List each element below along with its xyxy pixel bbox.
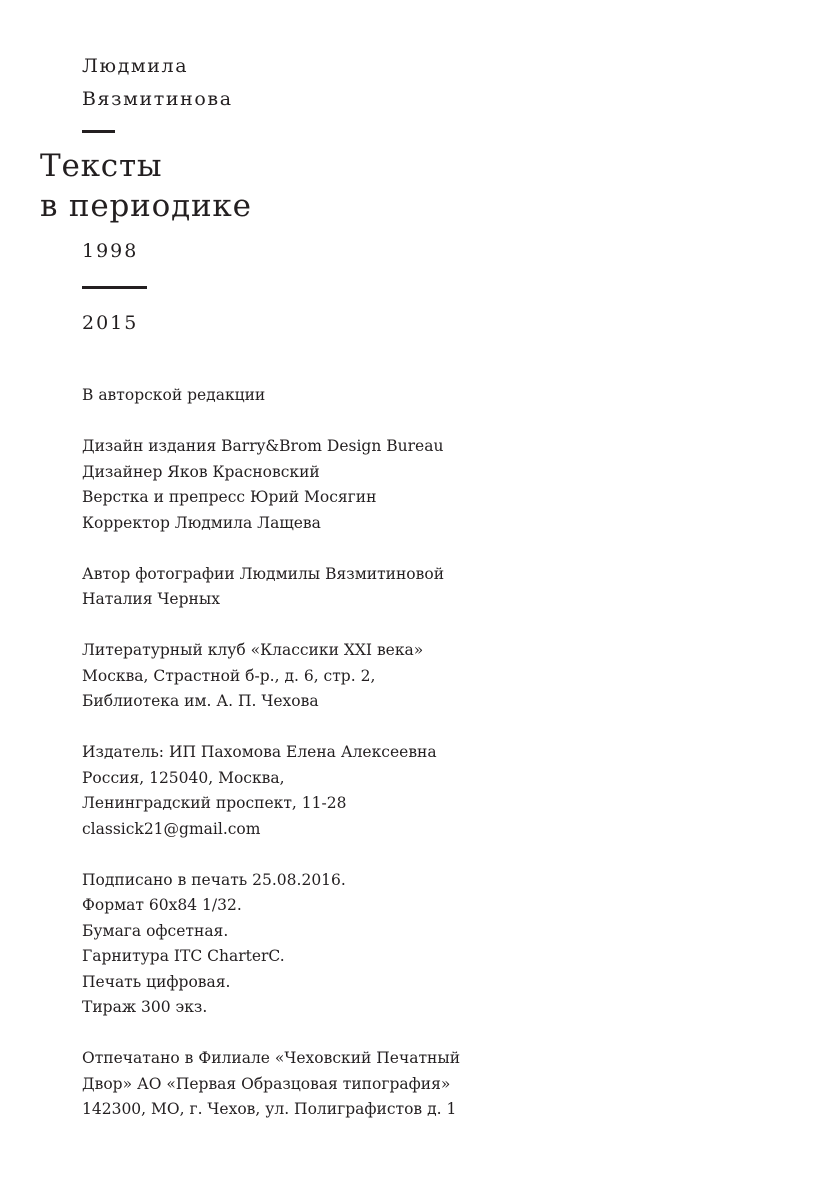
imprint-line: Ленинградский проспект, 11-28 bbox=[82, 794, 347, 812]
imprint-line: Литературный клуб «Классики XXI века» bbox=[82, 641, 424, 659]
imprint-line: Дизайн издания Barry&Brom Design Bureau bbox=[82, 437, 444, 455]
printer-info bbox=[82, 1046, 460, 1123]
imprint-line: Верстка и препресс Юрий Мосягин bbox=[82, 488, 377, 506]
book-title-line-1: Тексты bbox=[40, 148, 163, 184]
imprint-line: Библиотека им. А. П. Чехова bbox=[82, 692, 319, 710]
club-info bbox=[82, 638, 460, 715]
imprint-line: 142300, МО, г. Чехов, ул. Полиграфистов д. 1 bbox=[82, 1100, 457, 1118]
imprint bbox=[82, 383, 460, 1148]
author-last-name: Вязмитинова bbox=[82, 88, 233, 110]
imprint-line: Корректор Людмила Лащева bbox=[82, 513, 321, 532]
imprint-line: Бумага офсетная. bbox=[82, 921, 229, 940]
imprint-line: Москва, Страстной б-р., д. 6, стр. 2, bbox=[82, 666, 376, 685]
imprint-line: Дизайнер Яков Красновский bbox=[82, 462, 320, 481]
imprint-line: В авторской редакции bbox=[82, 386, 266, 404]
years-divider bbox=[82, 286, 147, 289]
imprint-line: Россия, 125040, Москва, bbox=[82, 768, 285, 787]
imprint-line: Издатель: ИП Пахомова Елена Алексеевна bbox=[82, 743, 437, 761]
year-end: 2015 bbox=[82, 312, 139, 334]
imprint-line: Тираж 300 экз. bbox=[82, 998, 208, 1016]
imprint-line: Автор фотографии Людмилы Вязмитиновой bbox=[82, 564, 445, 583]
imprint-line: Формат 60x84 1/32. bbox=[82, 896, 242, 914]
publisher-info bbox=[82, 740, 460, 842]
imprint-line: Наталия Черных bbox=[82, 590, 220, 608]
imprint-line: Печать цифровая. bbox=[82, 972, 231, 991]
imprint-line: Гарнитура ITC CharterC. bbox=[82, 947, 285, 965]
author-divider bbox=[82, 130, 115, 133]
photo-credit bbox=[82, 562, 460, 613]
print-specs bbox=[82, 868, 460, 1021]
imprint-line: Подписано в печать 25.08.2016. bbox=[82, 870, 346, 889]
imprint-line: Двор» АО «Первая Образцовая типография» bbox=[82, 1074, 451, 1093]
author-first-name: Людмила bbox=[82, 55, 189, 77]
publisher-email: classick21@gmail.com bbox=[82, 819, 261, 838]
book-title-line-2: в периодике bbox=[40, 188, 252, 224]
imprint-line: Отпечатано в Филиале «Чеховский Печатный bbox=[82, 1049, 461, 1067]
year-start: 1998 bbox=[82, 240, 139, 262]
design-credits bbox=[82, 434, 460, 536]
edition-note bbox=[82, 383, 460, 409]
